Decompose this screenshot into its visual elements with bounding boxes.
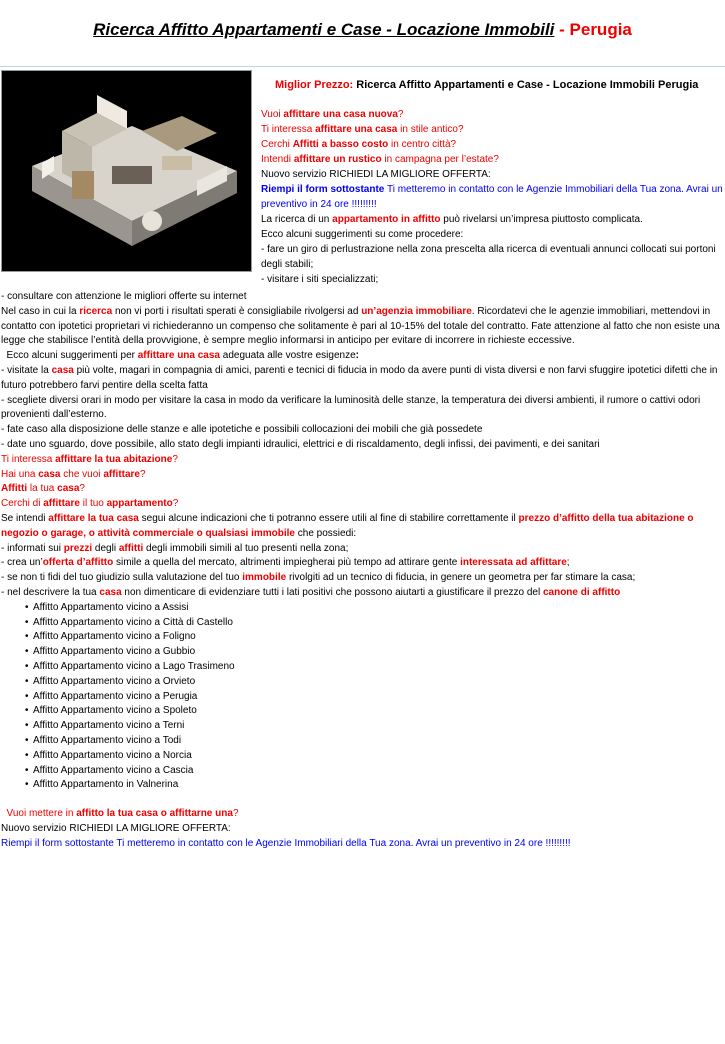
tips-intro: Ecco alcuni suggerimenti su come procedere: (261, 229, 464, 240)
service-line: Nuovo servizio RICHIEDI LA MIGLIORE OFFERTA: (1, 822, 231, 834)
paragraph: Nel caso in cui la ricerca non vi porti i risultati sperati è consigliabile rivolgersi ad un’agenzia immobiliare. Ricordatevi che le agenzie immobiliari, mettendovi in contatto con ipotetici proprietari vi richiederanno un compenso che solitamente è pari al 10-15% del totale del contratto. Fate attenzione al fatto che non esiste una legge che stabilisce l’entità della provvigione, è sempre meglio informarsi in anticipo per evitare di incorrere in richieste eccessive. (1, 305, 720, 347)
question-line: Affitti la tua casa? (1, 483, 85, 495)
paragraph: Ecco alcuni suggerimenti per affittare una casa adeguata alle vostre esigenze: (1, 350, 359, 362)
search-line: La ricerca di un appartamento in affitto può rivelarsi un’impresa piuttosto complicata. (261, 214, 643, 225)
location-links (1, 601, 724, 793)
question-line: Ti interessa affittare la tua abitazione? (1, 453, 178, 465)
pricing-tip: - crea un’offerta d’affitto simile a quella del mercato, altrimenti impiegherai più tempo ad attirare gente interessata ad affittare; (1, 557, 570, 569)
form-call-to-action[interactable]: Riempi il form sottostante Ti metteremo in contatto con le Agenzie Immobiliari della Tua zona. Avrai un preventivo in 24 ore !!!!!!!!! (1, 837, 571, 849)
location-link[interactable]: • Affitto Appartamento vicino a Orvieto (33, 675, 724, 690)
suggestion-item: - fate caso alla disposizione delle stanze e alle ipotetiche e possibili collocazioni dei mobili che già possedete (1, 424, 483, 436)
service-line: Nuovo servizio RICHIEDI LA MIGLIORE OFFERTA: (261, 169, 491, 180)
page-title (0, 20, 725, 44)
main-content (0, 290, 725, 851)
page-title-city: - Perugia (559, 20, 632, 39)
location-link[interactable]: • Affitto Appartamento vicino a Assisi (33, 601, 724, 616)
pricing-tip: - informati sui prezzi degli affitti degli immobili simili al tuo presenti nella zona; (1, 542, 349, 554)
suggestion-item: - date uno sguardo, dove possibile, allo stato degli impianti idraulici, elettrici e di riscaldamento, degli infissi, dei pavimenti, e dei sanitari (1, 438, 600, 450)
tip-item: - consultare con attenzione le migliori offerte su internet (1, 291, 247, 302)
apartment-3d-icon (2, 71, 251, 271)
page-title-main[interactable]: Ricerca Affitto Appartamenti e Case - Locazione Immobili (93, 20, 555, 39)
location-link[interactable]: • Affitto Appartamento vicino a Lago Trasimeno (33, 660, 724, 675)
pricing-tip: - nel descrivere la tua casa non dimenticare di evidenziare tutti i lati positivi che possono aiutarti a giustificare il prezzo del canone di affitto (1, 586, 621, 598)
question-line: Vuoi affittare una casa nuova? (261, 109, 404, 120)
suggestion-item: - visitate la casa più volte, magari in compagnia di amici, parenti e tecnici di fiducia in modo da avere punti di vista diversi e non farvi sfuggire ipotetici difetti che in futuro potrebbero farvi pentire della scelta fatta (1, 364, 718, 391)
location-link[interactable]: • Affitto Appartamento vicino a Cascia (33, 764, 724, 779)
tip-item: - fare un giro di perlustrazione nella zona prescelta alla ricerca di eventuali annunci collocati sui portoni degli stabili; (261, 244, 716, 270)
apartment-render-image (1, 70, 252, 272)
question-line: Hai una casa che vuoi affittare? (1, 468, 146, 480)
question-line: Cerchi Affitti a basso costo in centro città? (261, 139, 457, 150)
location-link[interactable]: • Affitto Appartamento vicino a Perugia (33, 690, 724, 705)
location-link[interactable]: • Affitto Appartamento in Valnerina (33, 778, 724, 793)
question-line: Ti interessa affittare una casa in stile antico? (261, 124, 464, 135)
closing-question: Vuoi mettere in affitto la tua casa o affittarne una? (1, 808, 239, 820)
location-link[interactable]: • Affitto Appartamento vicino a Norcia (33, 749, 724, 764)
pricing-tip: - se non ti fidi del tuo giudizio sulla valutazione del tuo immobile rivolgiti ad un tecnico di fiducia, in genere un geometra per far stimare la casa; (1, 572, 636, 584)
location-link[interactable]: • Affitto Appartamento vicino a Città di Castello (33, 616, 724, 631)
location-link[interactable]: • Affitto Appartamento vicino a Terni (33, 719, 724, 734)
intro-section (0, 67, 725, 293)
question-line: Intendi affittare un rustico in campagna per l’estate? (261, 154, 499, 165)
location-link[interactable]: • Affitto Appartamento vicino a Todi (33, 734, 724, 749)
paragraph: Se intendi affittare la tua casa segui alcune indicazioni che ti potranno essere utili al fine di stabilire correttamente il prezzo d’affitto della tua abitazione o negozio o garage, o attività commerciale o qualsiasi immobile che possiedi: (1, 512, 694, 539)
form-call-to-action[interactable]: Riempi il form sottostante Ti metteremo in contatto con le Agenzie Immobiliari della Tua zona. Avrai un preventivo in 24 ore !!!!!!!!! (261, 184, 723, 210)
intro-text (261, 78, 725, 287)
section-heading: Miglior Prezzo: Ricerca Affitto Appartamenti e Case - Locazione Immobili Perugia (275, 79, 699, 91)
tip-item: - visitare i siti specializzati; (261, 274, 379, 285)
location-link[interactable]: • Affitto Appartamento vicino a Gubbio (33, 645, 724, 660)
location-link[interactable]: • Affitto Appartamento vicino a Foligno (33, 630, 724, 645)
location-link[interactable]: • Affitto Appartamento vicino a Spoleto (33, 704, 724, 719)
suggestion-item: - scegliete diversi orari in modo per visitare la casa in modo da verificare la luminosità delle stanze, la temperatura dei diversi ambienti, il rumore o cattivi odori provenienti dall’esterno. (1, 394, 701, 421)
question-line: Cerchi di affittare il tuo appartamento? (1, 498, 179, 510)
